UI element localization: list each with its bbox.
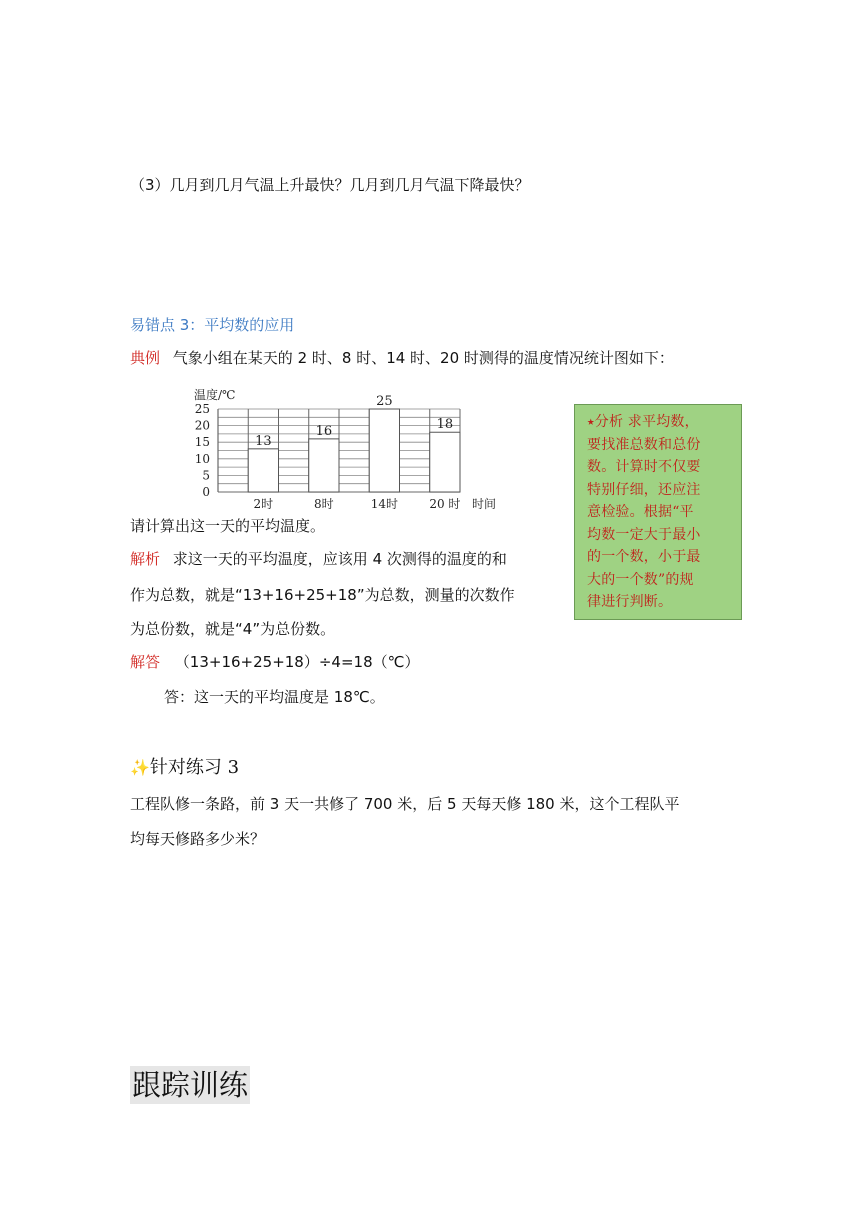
y-tick-label: 5 xyxy=(202,468,210,483)
y-tick-labels xyxy=(195,402,210,499)
answer-tag: 解答 xyxy=(130,653,161,671)
note-line: 均数一定大于最小 xyxy=(587,526,701,543)
bar-value-label: 13 xyxy=(255,433,272,449)
analysis-line-3: 为总份数，就是“4”为总份数。 xyxy=(130,620,336,638)
chart-bar xyxy=(309,439,339,492)
example-tag: 典例 xyxy=(130,349,161,367)
analysis-tag: 解析 xyxy=(130,550,161,568)
y-tick-label: 15 xyxy=(194,435,210,450)
note-line: 意检验。根据“平 xyxy=(587,504,694,520)
practice-line-1: 工程队修一条路，前 3 天一共修了 700 米，后 5 天每天修 180 米，这个工程队平 xyxy=(130,795,680,813)
practice-line-2: 均每天修路多少米？ xyxy=(130,830,266,848)
note-line: 要找准总数和总份 xyxy=(587,436,701,453)
bar-value-label: 16 xyxy=(315,423,333,439)
x-tick-label: 2时 xyxy=(253,497,274,511)
note-line: 律进行判断。 xyxy=(587,594,673,610)
answer-line xyxy=(130,651,419,673)
analysis-line-2: 作为总数，就是“13+16+25+18”为总数，测量的次数作 xyxy=(130,586,515,604)
example-line xyxy=(130,347,674,369)
practice-title: 针对练习 3 xyxy=(149,757,240,778)
chart-bar xyxy=(430,432,460,492)
analysis-note-box xyxy=(574,404,742,620)
chart-bar xyxy=(369,409,399,492)
practice-heading xyxy=(130,756,239,780)
question-3: （3）几月到几月气温上升最快？几月到几月气温下降最快？ xyxy=(130,176,530,194)
bar-value-label: 25 xyxy=(376,394,393,409)
y-tick-label: 25 xyxy=(194,402,210,416)
analysis-line-1 xyxy=(130,548,507,570)
y-tick-label: 0 xyxy=(202,485,210,499)
answer-formula: （13+16+25+18）÷4=18（℃） xyxy=(174,653,420,671)
y-axis-label: 温度/℃ xyxy=(194,388,236,402)
temperature-bar-chart xyxy=(190,384,510,514)
answer-reply: 答：这一天的平均温度是 18℃。 xyxy=(164,688,385,706)
chart-bar xyxy=(248,449,278,492)
note-line: ⭑分析 求平均数， xyxy=(587,414,699,430)
y-tick-label: 10 xyxy=(194,451,210,466)
note-line: 数。计算时不仅要 xyxy=(587,459,701,475)
example-text: 气象小组在某天的 2 时、8 时、14 时、20 时测得的温度情况统计图如下： xyxy=(172,349,674,367)
x-tick-labels xyxy=(254,496,461,511)
note-line: 特别仔细，还应注 xyxy=(587,481,701,498)
x-tick-label: 14时 xyxy=(370,497,399,511)
analysis-text: 求这一天的平均温度，应该用 4 次测得的温度的和 xyxy=(172,550,507,568)
error-point-heading: 易错点 3：平均数的应用 xyxy=(130,316,295,334)
x-tick-label: 8时 xyxy=(314,497,334,511)
y-tick-label: 20 xyxy=(194,418,210,433)
note-line: 大的一个数”的规 xyxy=(587,571,694,588)
bar-value-label: 18 xyxy=(436,417,454,433)
ask-text: 请计算出这一天的平均温度。 xyxy=(130,517,326,535)
x-tick-label: 20 时 xyxy=(429,497,461,511)
x-axis-label: 时间 xyxy=(472,497,497,511)
note-line: 的一个数，小于最 xyxy=(587,549,701,565)
sparkle-icon: ✨ xyxy=(130,758,150,777)
section-heading: 跟踪训练 xyxy=(132,1068,249,1102)
